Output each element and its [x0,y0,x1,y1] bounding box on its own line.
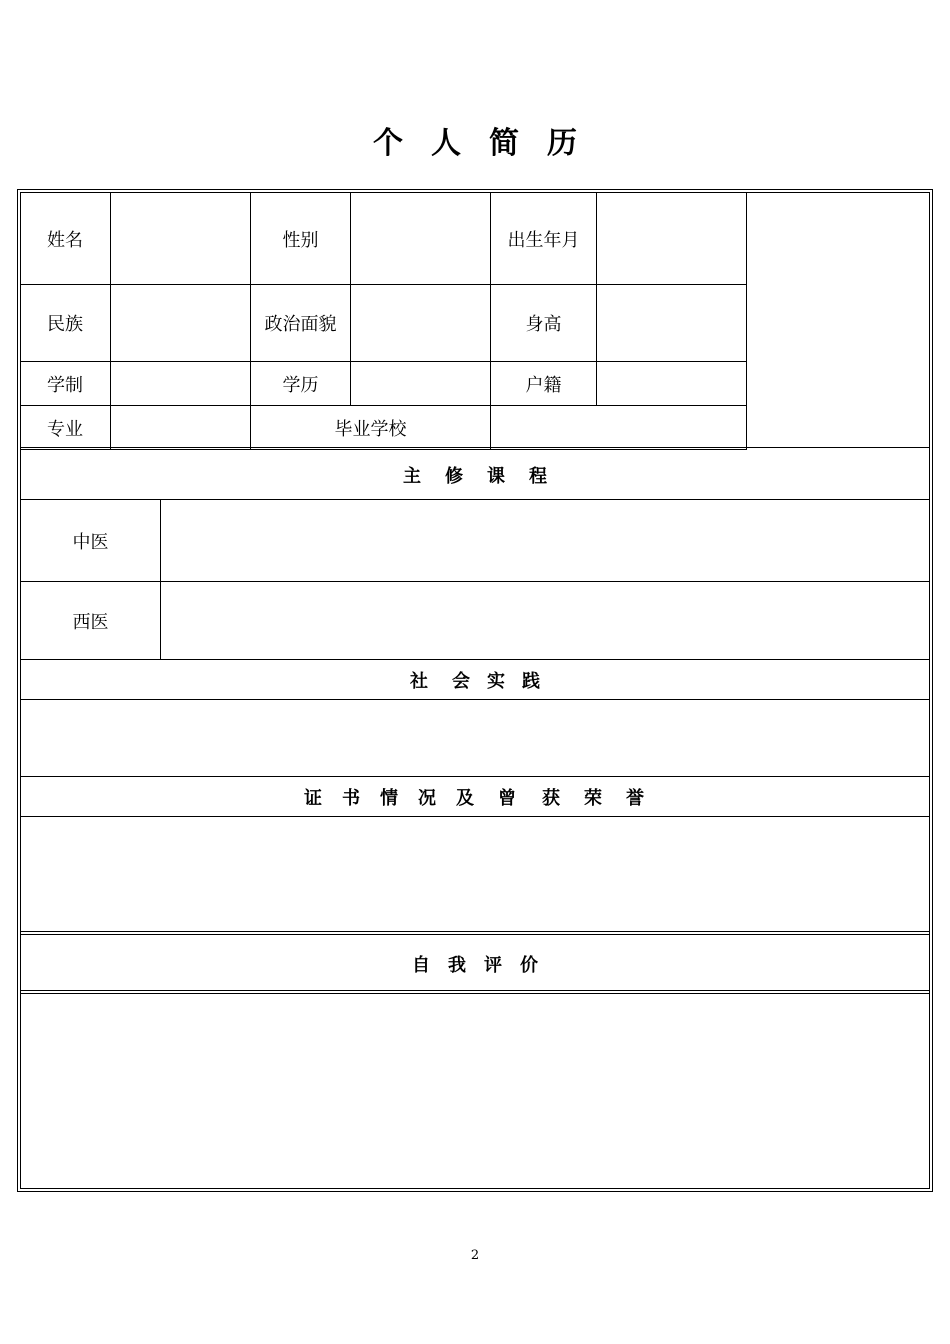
education-field[interactable] [351,362,490,405]
politics-field[interactable] [351,285,490,361]
heading-char: 会 [452,670,470,692]
major-label: 专业 [47,418,83,440]
heading-char: 自 [412,954,430,976]
photo-box[interactable] [747,193,929,447]
heading-char: 程 [529,465,547,487]
heading-char: 价 [520,954,538,976]
title-char: 人 [431,126,461,161]
heading-char: 修 [445,465,463,487]
height-field[interactable] [597,285,746,361]
hukou-field[interactable] [597,362,746,405]
politics-label: 政治面貌 [264,314,337,335]
birth-field[interactable] [597,193,746,284]
grid-line [20,990,930,991]
name-field[interactable] [111,193,250,284]
self-eval-field[interactable] [21,995,929,1188]
practice-field[interactable] [21,700,929,776]
heading-char: 践 [522,670,540,692]
heading-char: 评 [484,954,502,976]
school-field[interactable] [491,406,746,449]
heading-char: 课 [487,465,505,487]
birth-label: 出生年月 [507,229,580,251]
heading-char: 主 [403,465,421,487]
title-char: 个 [373,126,403,161]
gender-label: 性别 [282,229,319,251]
page-number: 2 [470,1248,480,1263]
schooling-label: 学制 [47,374,83,396]
heading-char: 誉 [626,787,644,809]
tcm-courses-field[interactable] [161,500,929,581]
heading-char: 社 [410,670,428,692]
western-courses-field[interactable] [161,582,929,659]
certificates-field[interactable] [21,817,929,931]
ethnicity-field[interactable] [111,285,250,361]
heading-char: 情 [380,787,398,809]
tcm-label: 中医 [72,531,109,553]
practice-heading [21,660,929,699]
ethnicity-label: 民族 [47,314,83,335]
title-char: 历 [547,126,577,161]
heading-char: 荣 [584,787,602,809]
courses-heading [21,450,929,499]
heading-char: 获 [542,787,560,809]
grid-line [20,934,930,935]
heading-char: 及 [456,787,474,809]
heading-char: 曾 [498,787,516,809]
heading-char: 实 [487,670,505,692]
self-eval-heading [21,936,929,991]
western-label: 西医 [72,611,109,633]
school-label: 毕业学校 [334,418,407,440]
heading-char: 我 [448,954,466,976]
name-label: 姓名 [47,229,83,251]
schooling-field[interactable] [111,362,250,405]
heading-char: 书 [342,787,360,809]
grid-line [20,931,930,932]
height-label: 身高 [525,314,562,335]
gender-field[interactable] [351,193,490,284]
education-label: 学历 [282,374,319,396]
heading-char: 证 [304,787,322,809]
title-char: 简 [489,126,519,161]
hukou-label: 户籍 [525,374,562,396]
heading-char: 况 [418,787,436,809]
major-field[interactable] [111,406,250,449]
grid-line [20,993,930,994]
certificates-heading [21,777,929,816]
page-title [0,118,950,162]
